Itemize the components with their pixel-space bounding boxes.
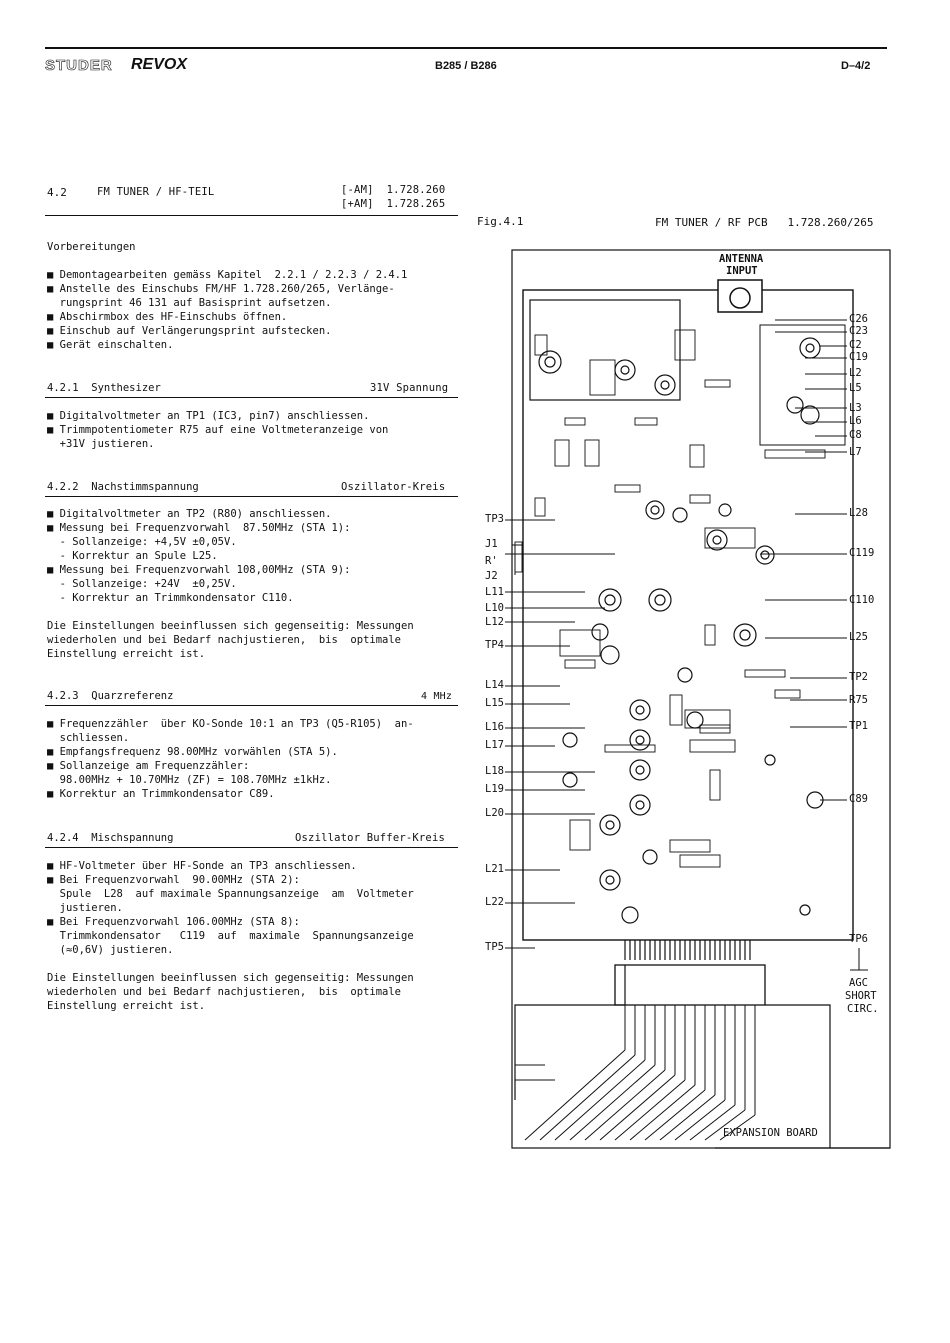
studer-logo: STUDER (45, 57, 113, 74)
heading-synthesizer: 4.2.1 Synthesizer (47, 382, 161, 394)
note-line: wiederholen und bei Bedarf nachjustieren, bis optimale (47, 986, 402, 998)
list-item: Trimmkondensator C119 auf maximale Spannungsanzeige (47, 930, 414, 942)
heading-nachstimmspannung: 4.2.2 Nachstimmspannung (47, 481, 199, 493)
list-item: ■ Bei Frequenzvorwahl 106.00MHz (STA 8): (47, 916, 300, 928)
ribbon-cable (525, 1005, 755, 1140)
section-title: FM TUNER / HF-TEIL (97, 186, 215, 198)
callout-l2: L2 (849, 367, 862, 379)
board-frame (512, 250, 890, 1148)
list-item: ■ Frequenzzähler über KO-Sonde 10:1 an TP3 (Q5-R105) an- (47, 718, 414, 730)
note-line: Die Einstellungen beeinflussen sich gegenseitig: Messungen (47, 972, 414, 984)
callout-l5: L5 (849, 382, 862, 394)
shield-box (530, 300, 680, 400)
section-rule (45, 215, 458, 216)
pcb-diagram (475, 240, 895, 1160)
prep-title: Vorbereitungen (47, 241, 136, 253)
page-number: D–4/2 (841, 60, 871, 72)
antenna-connector (718, 280, 762, 312)
callout-l14: L14 (485, 679, 504, 691)
note-line: Die Einstellungen beeinflussen sich gegenseitig: Messungen (47, 620, 414, 632)
callout-l11: L11 (485, 586, 504, 598)
list-item: - Sollanzeige: +24V ±0,25V. (47, 578, 237, 590)
heading-synthesizer-right: 31V Spannung (370, 382, 449, 394)
callout-c2: C2 (849, 339, 862, 351)
figure-label: Fig.4.1 (477, 215, 524, 228)
list-item: schliessen. (47, 732, 130, 744)
callout-l10: L10 (485, 602, 504, 614)
list-item: Spule L28 auf maximale Spannungsanzeige am Voltmeter (47, 888, 414, 900)
callout-tp4: TP4 (485, 639, 504, 651)
callout-l22: L22 (485, 896, 504, 908)
callout-r75: R75 (849, 694, 868, 706)
list-item: ■ Einschub auf Verlängerungsprint aufstecken. (47, 325, 332, 337)
note-line: wiederholen und bei Bedarf nachjustieren, bis optimale (47, 634, 402, 646)
list-item: ■ Digitalvoltmeter an TP2 (R80) anschliessen. (47, 508, 332, 520)
pcb-outline (523, 290, 853, 940)
callout-l21: L21 (485, 863, 504, 875)
callout-c23: C23 (849, 325, 868, 337)
expansion-board-label: EXPANSION BOARD (723, 1127, 818, 1139)
callout-l16: L16 (485, 721, 504, 733)
list-item: ■ Anstelle des Einschubs FM/HF 1.728.260/265, Verlänge- (47, 283, 395, 295)
list-item: ■ Sollanzeige am Frequenzzähler: (47, 760, 250, 772)
section-number: 4.2 (47, 186, 67, 199)
callout-tp6: TP6 (849, 933, 868, 945)
note-line: Einstellung erreicht ist. (47, 648, 206, 660)
callout-l25: L25 (849, 631, 868, 643)
list-item: rungsprint 46 131 auf Basisprint aufsetzen. (47, 297, 332, 309)
callout-tp5: TP5 (485, 941, 504, 953)
callout-tp1: TP1 (849, 720, 868, 732)
callout-l15: L15 (485, 697, 504, 709)
rule (45, 847, 458, 848)
heading-quarzreferenz: 4.2.3 Quarzreferenz (47, 690, 174, 702)
list-item: - Korrektur an Spule L25. (47, 550, 218, 562)
antenna-label: INPUT (726, 265, 758, 277)
rule (45, 496, 458, 497)
callout-c8: C8 (849, 429, 862, 441)
list-item: +31V justieren. (47, 438, 155, 450)
list-item: ■ Messung bei Frequenzvorwahl 87.50MHz (STA 1): (47, 522, 351, 534)
antenna-label: ANTENNA (719, 253, 764, 265)
callout-c89: C89 (849, 793, 868, 805)
header-rule (45, 47, 887, 49)
list-item: justieren. (47, 902, 123, 914)
leader-lines-left (505, 520, 615, 948)
extension-connector (615, 965, 765, 1005)
list-item: - Korrektur an Trimmkondensator C110. (47, 592, 294, 604)
part-number-am-plus: [+AM] 1.728.265 (341, 198, 446, 210)
heading-nachstimmspannung-right: Oszillator-Kreis (341, 481, 446, 493)
heading-mischspannung: 4.2.4 Mischspannung (47, 832, 174, 844)
figure-title: FM TUNER / RF PCB 1.728.260/265 (655, 216, 874, 229)
callout-l6: L6 (849, 415, 862, 427)
callout-tp3: TP3 (485, 513, 504, 525)
heading-quarzreferenz-right: 4 MHz (421, 691, 453, 702)
callout-c119: C119 (849, 547, 875, 559)
agc-label: CIRC. (847, 1003, 879, 1015)
list-item: ■ Bei Frequenzvorwahl 90.00MHz (STA 2): (47, 874, 300, 886)
callout-r: R' (485, 555, 498, 567)
list-item: - Sollanzeige: +4,5V ±0,05V. (47, 536, 237, 548)
list-item: ■ Messung bei Frequenzvorwahl 108,00MHz (STA 9): (47, 564, 351, 576)
component-array (515, 330, 825, 867)
callout-l12: L12 (485, 616, 504, 628)
list-item: ■ HF-Voltmeter über HF-Sonde an TP3 anschliessen. (47, 860, 357, 872)
list-item: ■ Korrektur an Trimmkondensator C89. (47, 788, 275, 800)
callout-l7: L7 (849, 446, 862, 458)
model-number: B285 / B286 (435, 60, 497, 72)
callout-l28: L28 (849, 507, 868, 519)
callout-l18: L18 (485, 765, 504, 777)
list-item: ■ Trimmpotentiometer R75 auf eine Voltmeteranzeige von (47, 424, 389, 436)
callout-tp2: TP2 (849, 671, 868, 683)
rule (45, 397, 458, 398)
callout-j2: J2 (485, 570, 498, 582)
callout-l20: L20 (485, 807, 504, 819)
callout-c26: C26 (849, 313, 868, 325)
callout-l17: L17 (485, 739, 504, 751)
revox-logo: REVOX (131, 56, 188, 73)
list-item: ■ Empfangsfrequenz 98.00MHz vorwählen (STA 5). (47, 746, 338, 758)
callout-c110: C110 (849, 594, 875, 606)
list-item: ■ Demontagearbeiten gemäss Kapitel 2.2.1 / 2.2.3 / 2.4.1 (47, 269, 408, 281)
list-item: ■ Digitalvoltmeter an TP1 (IC3, pin7) anschliessen. (47, 410, 370, 422)
callout-l19: L19 (485, 783, 504, 795)
list-item: (≈0,6V) justieren. (47, 944, 174, 956)
agc-label: AGC (849, 977, 868, 989)
callout-l3: L3 (849, 402, 862, 414)
agc-label: SHORT (845, 990, 877, 1002)
note-line: Einstellung erreicht ist. (47, 1000, 206, 1012)
callout-j1: J1 (485, 538, 498, 550)
coil-array (539, 338, 823, 923)
part-number-am-minus: [-AM] 1.728.260 (341, 184, 446, 196)
rule (45, 705, 458, 706)
connector-pins (625, 940, 750, 960)
callout-c19: C19 (849, 351, 868, 363)
list-item: ■ Abschirmbox des HF-Einschubs öffnen. (47, 311, 288, 323)
heading-mischspannung-right: Oszillator Buffer-Kreis (295, 832, 445, 844)
leader-lines-right (760, 320, 847, 940)
list-item: ■ Gerät einschalten. (47, 339, 174, 351)
list-item: 98.00MHz + 10.70MHz (ZF) = 108.70MHz ±1kHz. (47, 774, 332, 786)
